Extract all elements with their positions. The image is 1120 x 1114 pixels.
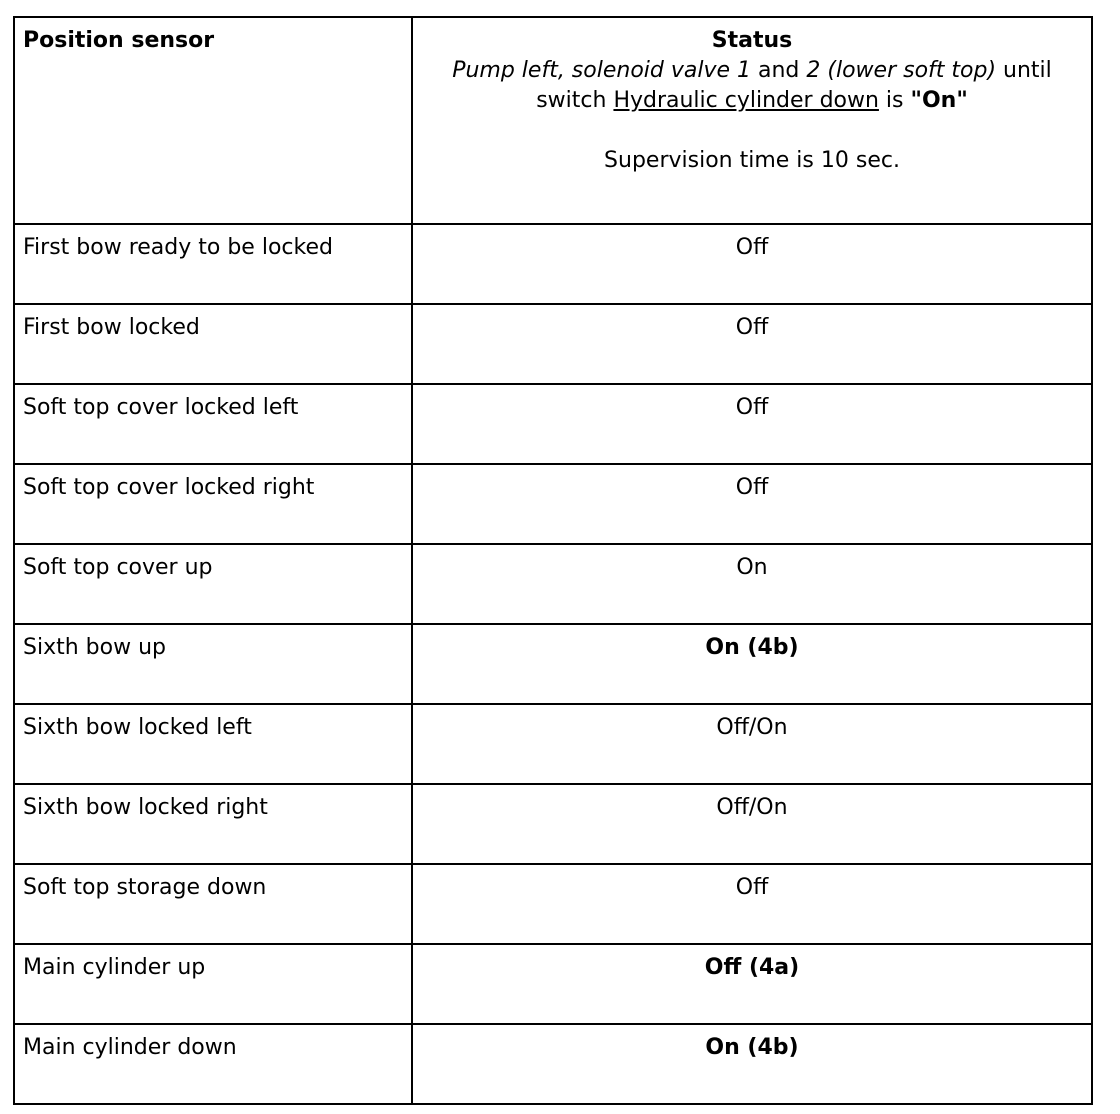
position-sensor-table — [13, 16, 1093, 1105]
sensor-cell: Soft top cover up — [14, 544, 412, 624]
header-row — [14, 17, 1092, 224]
table-row — [14, 944, 1092, 1024]
sensor-cell: Soft top cover locked left — [14, 384, 412, 464]
table-row — [14, 464, 1092, 544]
status-cell: Off — [412, 224, 1092, 304]
sensor-cell: First bow locked — [14, 304, 412, 384]
header-status-cell — [412, 17, 1092, 224]
status-cell: Off — [412, 464, 1092, 544]
status-cell: Off/On — [412, 784, 1092, 864]
desc-italic-2: 2 (lower soft top) — [806, 58, 997, 83]
desc-text-2: until switch — [536, 58, 1052, 113]
status-cell: Off — [412, 384, 1092, 464]
table-row — [14, 544, 1092, 624]
status-cell: On (4b) — [412, 624, 1092, 704]
table-row — [14, 784, 1092, 864]
table-row — [14, 1024, 1092, 1104]
header-sensor-label: Position sensor — [23, 28, 215, 53]
desc-text-1: and — [751, 58, 807, 83]
status-cell: Off (4a) — [412, 944, 1092, 1024]
header-status-label: Status — [711, 28, 793, 53]
sensor-cell: Soft top cover locked right — [14, 464, 412, 544]
status-cell: On (4b) — [412, 1024, 1092, 1104]
sensor-cell: First bow ready to be locked — [14, 224, 412, 304]
status-cell: On — [412, 544, 1092, 624]
table-row — [14, 384, 1092, 464]
sensor-cell: Sixth bow up — [14, 624, 412, 704]
table-row — [14, 704, 1092, 784]
table-row — [14, 864, 1092, 944]
desc-underlined-switch: Hydraulic cylinder down — [613, 88, 879, 113]
header-sensor-cell — [14, 17, 412, 224]
sensor-cell: Sixth bow locked left — [14, 704, 412, 784]
supervision-time: Supervision time is 10 sec. — [604, 148, 900, 173]
desc-italic-1: Pump left, solenoid valve 1 — [452, 58, 752, 83]
sensor-cell: Main cylinder down — [14, 1024, 412, 1104]
status-cell: Off — [412, 864, 1092, 944]
status-cell: Off/On — [412, 704, 1092, 784]
status-cell: Off — [412, 304, 1092, 384]
table-row — [14, 224, 1092, 304]
header-description — [452, 58, 1052, 113]
sensor-cell: Soft top storage down — [14, 864, 412, 944]
table-row — [14, 624, 1092, 704]
sensor-cell: Main cylinder up — [14, 944, 412, 1024]
sensor-cell: Sixth bow locked right — [14, 784, 412, 864]
table-row — [14, 304, 1092, 384]
desc-text-3: is — [878, 88, 911, 113]
desc-bold-value: "On" — [910, 88, 968, 113]
